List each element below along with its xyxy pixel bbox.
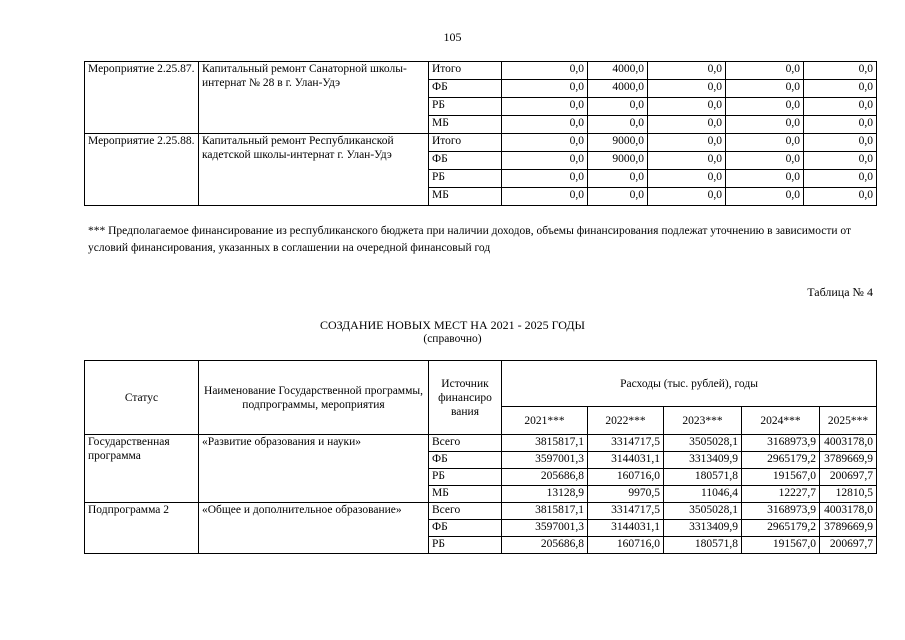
value-cell: 0,0 xyxy=(804,152,877,170)
source-cell: ФБ xyxy=(429,520,502,537)
value-cell: 0,0 xyxy=(804,62,877,80)
value-cell: 2965179,2 xyxy=(742,452,820,469)
table-caption: Таблица № 4 xyxy=(807,285,873,299)
value-cell: 205686,8 xyxy=(502,537,588,554)
value-cell: 0,0 xyxy=(502,152,588,170)
value-cell: 3505028,1 xyxy=(664,435,742,452)
year-header: 2021*** xyxy=(502,407,588,435)
value-cell: 0,0 xyxy=(726,152,804,170)
source-cell: РБ xyxy=(429,98,502,116)
value-cell: 180571,8 xyxy=(664,537,742,554)
value-cell: 0,0 xyxy=(726,188,804,206)
value-cell: 3597001,3 xyxy=(502,452,588,469)
event-code-cell: Мероприятие 2.25.88. xyxy=(85,134,199,206)
source-cell: Всего xyxy=(429,435,502,452)
value-cell: 3789669,9 xyxy=(820,452,877,469)
section-title: СОЗДАНИЕ НОВЫХ МЕСТ НА 2021 - 2025 ГОДЫ xyxy=(320,318,585,332)
value-cell: 205686,8 xyxy=(502,469,588,486)
program-name-cell: «Общее и дополнительное образование» xyxy=(199,503,429,554)
value-cell: 0,0 xyxy=(726,134,804,152)
year-header: 2025*** xyxy=(820,407,877,435)
value-cell: 3313409,9 xyxy=(664,452,742,469)
value-cell: 0,0 xyxy=(648,134,726,152)
value-cell: 3314717,5 xyxy=(588,435,664,452)
value-cell: 0,0 xyxy=(726,170,804,188)
value-cell: 0,0 xyxy=(648,62,726,80)
value-cell: 9970,5 xyxy=(588,486,664,503)
value-cell: 0,0 xyxy=(648,188,726,206)
name-header: Наименование Государственной программы, подпрограммы, мероприятия xyxy=(199,361,429,435)
value-cell: 11046,4 xyxy=(664,486,742,503)
value-cell: 4003178,0 xyxy=(820,503,877,520)
source-cell: Всего xyxy=(429,503,502,520)
value-cell: 12227,7 xyxy=(742,486,820,503)
page-number: 105 xyxy=(443,30,462,44)
value-cell: 160716,0 xyxy=(588,469,664,486)
value-cell: 0,0 xyxy=(502,188,588,206)
value-cell: 0,0 xyxy=(804,170,877,188)
value-cell: 3168973,9 xyxy=(742,435,820,452)
expenses-header: Расходы (тыс. рублей), годы xyxy=(502,361,877,407)
value-cell: 191567,0 xyxy=(742,469,820,486)
value-cell: 3144031,1 xyxy=(588,452,664,469)
value-cell: 200697,7 xyxy=(820,537,877,554)
value-cell: 0,0 xyxy=(502,116,588,134)
value-cell: 0,0 xyxy=(804,116,877,134)
status-cell: Государственная программа xyxy=(85,435,199,503)
value-cell: 160716,0 xyxy=(588,537,664,554)
source-header: Источник финансиро вания xyxy=(429,361,502,435)
source-cell: ФБ xyxy=(429,152,502,170)
value-cell: 4000,0 xyxy=(588,80,648,98)
value-cell: 3144031,1 xyxy=(588,520,664,537)
value-cell: 0,0 xyxy=(588,170,648,188)
table-row xyxy=(85,62,877,80)
value-cell: 12810,5 xyxy=(820,486,877,503)
table-row xyxy=(85,134,877,152)
table-row xyxy=(85,503,877,520)
value-cell: 3314717,5 xyxy=(588,503,664,520)
event-code-cell: Мероприятие 2.25.87. xyxy=(85,62,199,134)
value-cell: 0,0 xyxy=(588,98,648,116)
value-cell: 13128,9 xyxy=(502,486,588,503)
source-cell: РБ xyxy=(429,537,502,554)
footnote: *** Предполагаемое финансирование из республиканского бюджета при наличии доходов, объемы финансирования подлежат уточнению в зависимости от условий финансирования, указанных в соглашении на очередной финансовый год xyxy=(88,225,852,254)
value-cell: 0,0 xyxy=(726,62,804,80)
year-header: 2024*** xyxy=(742,407,820,435)
value-cell: 9000,0 xyxy=(588,152,648,170)
value-cell: 0,0 xyxy=(502,80,588,98)
value-cell: 4000,0 xyxy=(588,62,648,80)
table-row xyxy=(85,435,877,452)
value-cell: 0,0 xyxy=(588,188,648,206)
value-cell: 0,0 xyxy=(502,134,588,152)
event-name-cell: Капитальный ремонт Санаторной школы-интернат № 28 в г. Улан-Удэ xyxy=(199,62,429,134)
value-cell: 0,0 xyxy=(502,98,588,116)
value-cell: 0,0 xyxy=(648,98,726,116)
value-cell: 0,0 xyxy=(648,80,726,98)
value-cell: 3313409,9 xyxy=(664,520,742,537)
value-cell: 3597001,3 xyxy=(502,520,588,537)
header-row xyxy=(85,361,877,407)
value-cell: 180571,8 xyxy=(664,469,742,486)
value-cell: 9000,0 xyxy=(588,134,648,152)
funding-events-table xyxy=(84,61,877,206)
value-cell: 0,0 xyxy=(648,170,726,188)
value-cell: 0,0 xyxy=(804,80,877,98)
status-header: Статус xyxy=(85,361,199,435)
source-cell: РБ xyxy=(429,170,502,188)
value-cell: 0,0 xyxy=(804,134,877,152)
value-cell: 2965179,2 xyxy=(742,520,820,537)
source-cell: Итого xyxy=(429,134,502,152)
new-places-table xyxy=(84,360,877,554)
value-cell: 0,0 xyxy=(648,116,726,134)
value-cell: 3505028,1 xyxy=(664,503,742,520)
value-cell: 0,0 xyxy=(804,188,877,206)
source-cell: Итого xyxy=(429,62,502,80)
value-cell: 200697,7 xyxy=(820,469,877,486)
section-subtitle: (справочно) xyxy=(423,333,482,345)
source-cell: РБ xyxy=(429,469,502,486)
source-cell: МБ xyxy=(429,486,502,503)
value-cell: 4003178,0 xyxy=(820,435,877,452)
source-cell: МБ xyxy=(429,116,502,134)
value-cell: 0,0 xyxy=(804,98,877,116)
value-cell: 0,0 xyxy=(502,62,588,80)
value-cell: 0,0 xyxy=(588,116,648,134)
program-name-cell: «Развитие образования и науки» xyxy=(199,435,429,503)
value-cell: 3168973,9 xyxy=(742,503,820,520)
source-cell: ФБ xyxy=(429,452,502,469)
value-cell: 0,0 xyxy=(726,80,804,98)
value-cell: 191567,0 xyxy=(742,537,820,554)
value-cell: 0,0 xyxy=(726,116,804,134)
value-cell: 3815817,1 xyxy=(502,435,588,452)
year-header: 2022*** xyxy=(588,407,664,435)
value-cell: 0,0 xyxy=(502,170,588,188)
value-cell: 0,0 xyxy=(726,98,804,116)
value-cell: 3815817,1 xyxy=(502,503,588,520)
source-cell: МБ xyxy=(429,188,502,206)
value-cell: 3789669,9 xyxy=(820,520,877,537)
event-name-cell: Капитальный ремонт Республиканской кадетской школы-интернат г. Улан-Удэ xyxy=(199,134,429,206)
source-cell: ФБ xyxy=(429,80,502,98)
year-header: 2023*** xyxy=(664,407,742,435)
status-cell: Подпрограмма 2 xyxy=(85,503,199,554)
value-cell: 0,0 xyxy=(648,152,726,170)
